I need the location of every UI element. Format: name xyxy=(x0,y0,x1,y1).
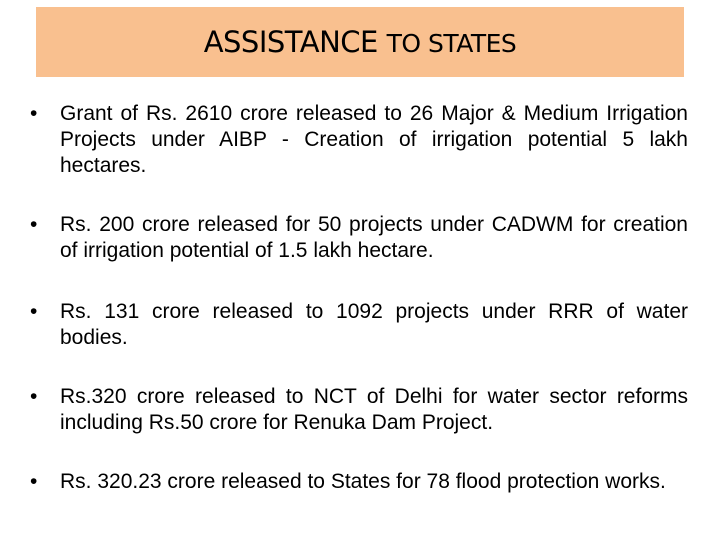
bullet-item xyxy=(30,101,688,179)
bullet-item xyxy=(30,384,688,436)
title-rest: TO STATES xyxy=(386,29,517,58)
page-title xyxy=(204,25,517,59)
bullet-marker: • xyxy=(30,300,38,323)
bullet-text: Rs.320 crore released to NCT of Delhi for water sector reforms including Rs.50 crore for Renuka Dam Project. xyxy=(60,385,688,434)
bullet-text: Rs. 200 crore released for 50 projects under CADWM for creation of irrigation potential of 1.5 lakh hectare. xyxy=(60,213,688,262)
bullet-marker: • xyxy=(30,385,38,408)
bullet-marker: • xyxy=(30,102,38,125)
bullet-marker: • xyxy=(30,470,38,493)
bullet-marker: • xyxy=(30,213,38,236)
bullet-text: Grant of Rs. 2610 crore released to 26 Major & Medium Irrigation Projects under AIBP - Creation of irrigation potential 5 lakh hectares. xyxy=(60,102,688,177)
title-main: ASSISTANCE xyxy=(203,25,387,59)
bullet-item xyxy=(30,212,688,264)
title-banner xyxy=(36,7,684,77)
bullet-item xyxy=(30,299,688,351)
bullet-text: Rs. 131 crore released to 1092 projects under RRR of water bodies. xyxy=(60,300,688,349)
bullet-text: Rs. 320.23 crore released to States for 78 flood protection works. xyxy=(60,470,666,493)
bullet-list xyxy=(30,101,688,495)
bullet-item xyxy=(30,469,688,495)
